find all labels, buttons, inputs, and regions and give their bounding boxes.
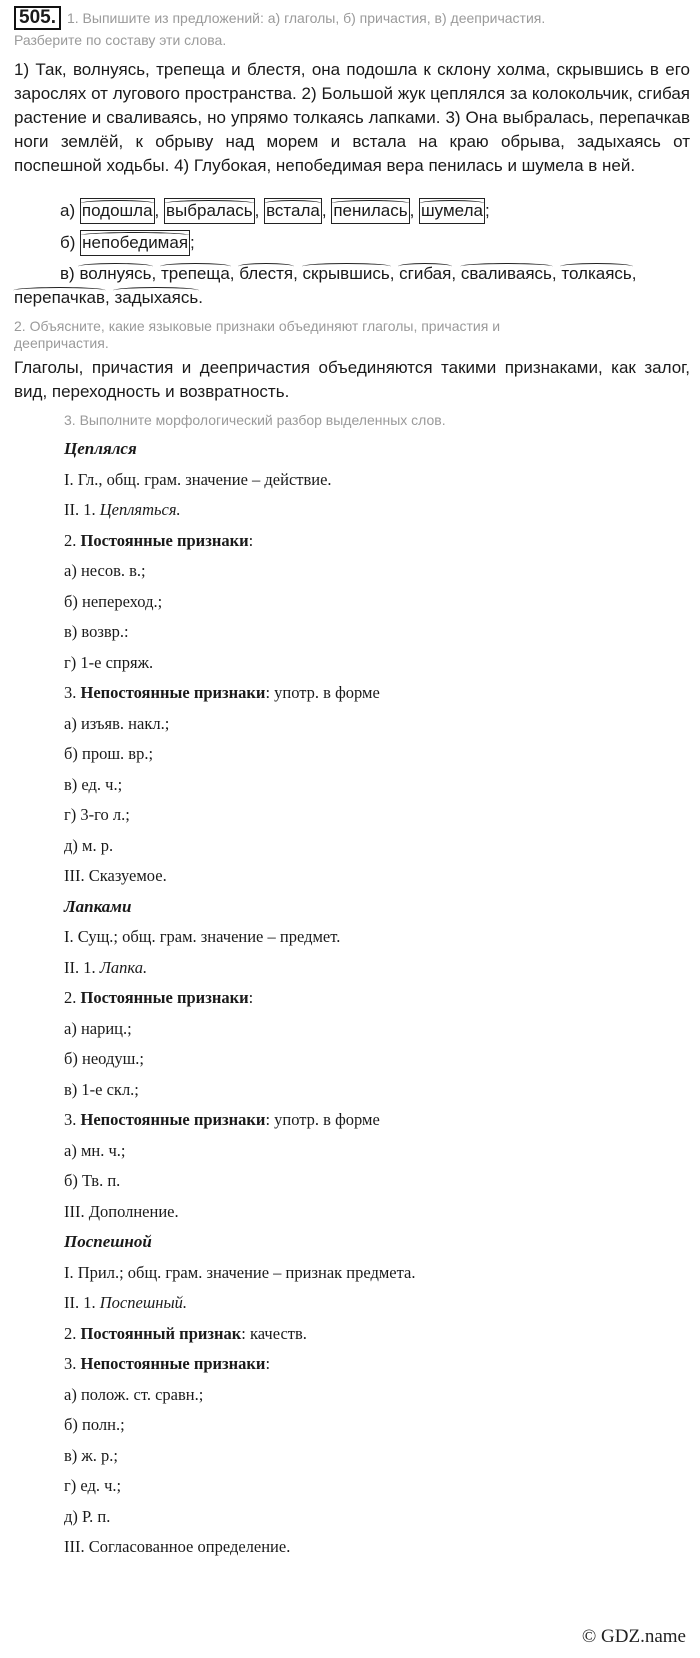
parse-line: III. Согласованное определение. <box>64 1537 291 1556</box>
parse-line: б) полн.; <box>64 1415 125 1434</box>
answer-row-a <box>60 198 490 224</box>
answer-word: толкаясь <box>561 262 631 286</box>
answer-a-prefix: а) <box>60 201 76 220</box>
answer-word: шумела <box>419 198 485 224</box>
parse-line: а) нариц.; <box>64 1018 132 1038</box>
answer-word: пенилась <box>331 198 409 224</box>
parse-heading: Цеплялся <box>64 439 137 458</box>
parse-line: в) 1-е скл.; <box>64 1079 139 1099</box>
parse-line: III. Дополнение. <box>64 1201 179 1221</box>
parse-line: III. Сказуемое. <box>64 866 167 885</box>
parse-line: в) ж. р.; <box>64 1445 119 1465</box>
answer-row-c2 <box>14 286 203 310</box>
parse-line: а) изъяв. накл.; <box>64 713 170 733</box>
parse-line: б) прош. вр.; <box>64 744 154 763</box>
parse-line: г) ед. ч.; <box>64 1476 122 1495</box>
parse-line: г) 3-го л.; <box>64 805 130 824</box>
answer-word: непобедимая <box>80 230 190 256</box>
task1-instruction-line1: 1. Выпишите из предложений: а) глаголы, б) причастия, в) деепричастия. <box>66 10 546 26</box>
parse-line: б) неодуш.; <box>64 1049 145 1068</box>
parse-heading: Поспешной <box>64 1232 152 1251</box>
answer-word: встала <box>264 198 322 224</box>
answer-word: блестя <box>239 262 293 286</box>
parse-line: д) м. р. <box>64 835 114 855</box>
parse-heading: Лапками <box>64 896 132 916</box>
answer-word: выбралась <box>164 198 255 224</box>
parse-line: II. 1. Поспешный. <box>64 1293 188 1312</box>
parse-line: II. 1. Цепляться. <box>64 500 181 519</box>
task2-answer: Глаголы, причастия и деепричастия объединяются такими признаками, как залог, вид, переходность и возвратность. <box>14 358 690 401</box>
answer-c-words-line1: волнуясь, трепеща, блестя, скрывшись, сгибая, сваливаясь, толкаясь, <box>79 264 636 283</box>
answer-row-c1 <box>60 262 637 286</box>
answer-word: волнуясь <box>79 262 151 286</box>
task3-instruction: 3. Выполните морфологический разбор выделенных слов. <box>64 412 446 428</box>
task1-header <box>14 6 694 30</box>
answer-word: подошла <box>80 198 155 224</box>
answer-c-words-line2: перепачкав, задыхаясь. <box>14 288 203 307</box>
parse-line: г) 1-е спряж. <box>64 652 154 672</box>
task2-instruction-line1: 2. Объясните, какие языковые признаки объединяют глаголы, причастия и <box>14 318 501 334</box>
exercise-text: 1) Так, волнуясь, трепеща и блестя, она подошла к склону холма, скрывшись в его зарослях от лугового пространства. 2) Большой жук цеплялся за колокольчик, сгибая растение и сваливаясь, но упрямо толкаясь лапками. 3) Она выбралась, перепачкав ноги землёй, к обрыву над морем и встала на краю обрыва, задыхаясь от поспешной ходьбы. 4) Глубокая, непобедимая вера пенилась и шумела в ней. <box>14 60 690 175</box>
parse-line: а) несов. в.; <box>64 561 146 580</box>
parse-line: в) возвр.: <box>64 622 129 641</box>
answer-a-words: подошла , выбралась , встала , пенилась , шумела ; <box>80 201 490 220</box>
answer-c-prefix: в) <box>60 264 75 283</box>
parse-line: д) Р. п. <box>64 1506 111 1526</box>
parse-line: 3. Непостоянные признаки: <box>64 1354 271 1373</box>
parse-line: 3. Непостоянные признаки: употр. в форме <box>64 1110 380 1129</box>
parse-line: а) полож. ст. сравн.; <box>64 1384 204 1404</box>
parse-line: 2. Постоянные признаки: <box>64 530 254 550</box>
task1-instruction-line2: Разберите по составу эти слова. <box>14 32 227 48</box>
parse-line: 3. Непостоянные признаки: употр. в форме <box>64 683 380 702</box>
answer-word: задыхаясь <box>114 286 198 310</box>
parse-line: б) непереход.; <box>64 591 163 611</box>
parse-line: I. Сущ.; общ. грам. значение – предмет. <box>64 927 341 946</box>
parse-line: 2. Постоянный признак: качеств. <box>64 1323 307 1343</box>
parse-line: II. 1. Лапка. <box>64 957 148 977</box>
task2-instruction-line2: деепричастия. <box>14 335 109 351</box>
parse-line: I. Прил.; общ. грам. значение – признак предмета. <box>64 1262 416 1282</box>
answer-word: сгибая <box>399 262 451 286</box>
copyright: © GDZ.name <box>581 1626 686 1647</box>
parse-line: 2. Постоянные признаки: <box>64 988 254 1007</box>
parse-line: I. Гл., общ. грам. значение – действие. <box>64 469 332 489</box>
answer-row-b <box>60 230 195 256</box>
answer-word: скрывшись <box>303 262 390 286</box>
answer-b-words: непобедимая ; <box>80 233 195 252</box>
parse-line: б) Тв. п. <box>64 1171 121 1190</box>
answer-word: сваливаясь <box>461 262 552 286</box>
parse-line: в) ед. ч.; <box>64 774 123 794</box>
answer-b-prefix: б) <box>60 233 76 252</box>
parse-line: а) мн. ч.; <box>64 1140 126 1160</box>
answer-word: трепеща <box>161 262 230 286</box>
answer-word: перепачкав <box>14 286 105 310</box>
exercise-number: 505. <box>14 6 61 30</box>
